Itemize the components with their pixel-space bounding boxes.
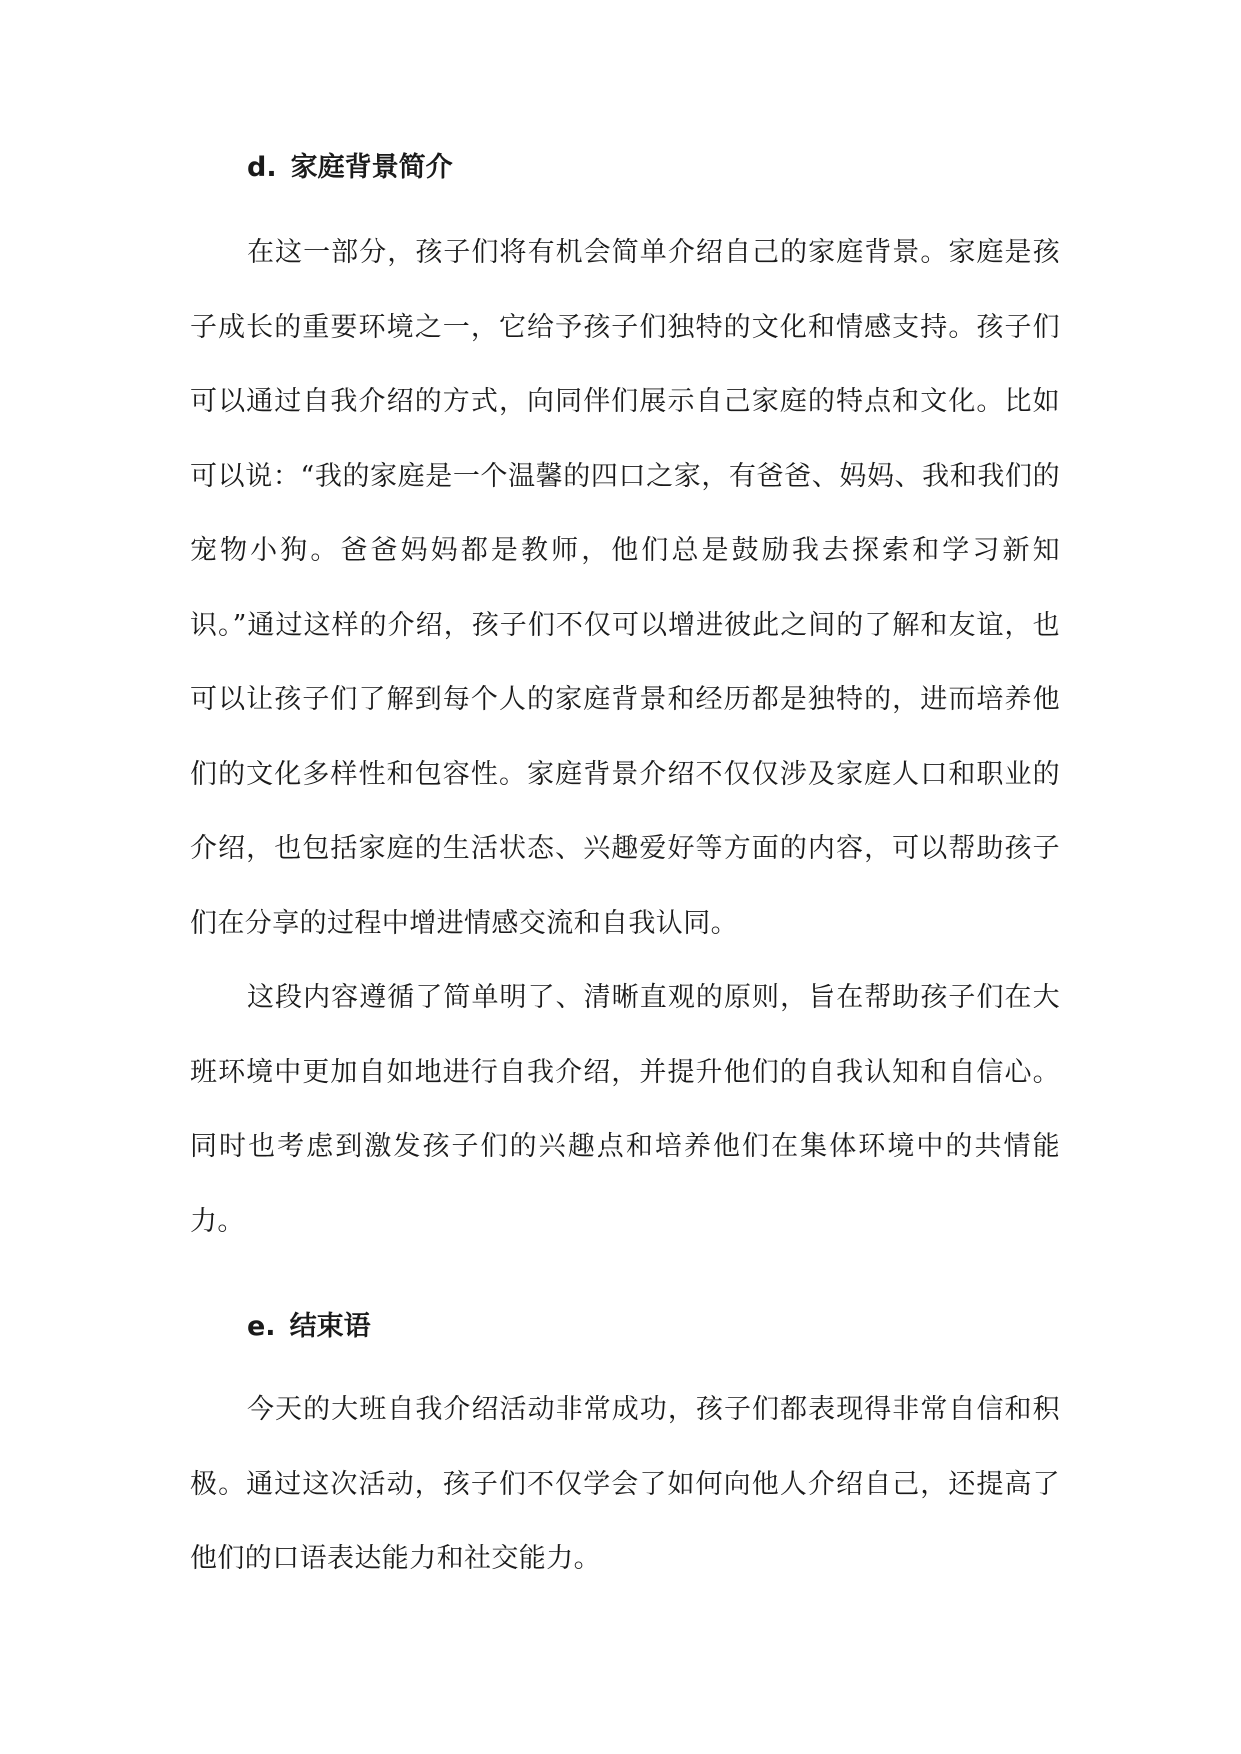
paragraph: 在这一部分，孩子们将有机会简单介绍自己的家庭背景。家庭是孩子成长的重要环境之一，它给予孩子们独特的文化和情感支持。孩子们可以通过自我介绍的方式，向同伴们展示自己家庭的特点和文化。比如可以说：“我的家庭是一个温馨的四口之家，有爸爸、妈妈、我和我们的宠物小狗。爸爸妈妈都是教师，他们总是鼓励我去探索和学习新知识。”通过这样的介绍，孩子们不仅可以增进彼此之间的了解和友谊，也可以让孩子们了解到每个人的家庭背景和经历都是独特的，进而培养他们的文化多样性和包容性。家庭背景介绍不仅仅涉及家庭人口和职业的介绍，也包括家庭的生活状态、兴趣爱好等方面的内容，可以帮助孩子们在分享的过程中增进情感交流和自我认同。	[190, 237, 1060, 939]
section-heading-e	[190, 1297, 1060, 1357]
section-title: 家庭背景简介	[290, 152, 453, 183]
spacer	[190, 1259, 1060, 1297]
section-marker: e.	[247, 1311, 276, 1342]
section-marker: d.	[247, 152, 277, 183]
section-heading-d	[190, 138, 1060, 198]
paragraph: 今天的大班自我介绍活动非常成功，孩子们都表现得非常自信和积极。通过这次活动，孩子们不仅学会了如何向他人介绍自己，还提高了他们的口语表达能力和社交能力。	[190, 1394, 1060, 1574]
spacer	[190, 198, 1060, 216]
paragraph: 这段内容遵循了简单明了、清晰直观的原则，旨在帮助孩子们在大班环境中更加自如地进行自我介绍，并提升他们的自我认知和自信心。同时也考虑到激发孩子们的兴趣点和培养他们在集体环境中的共情能力。	[190, 982, 1060, 1237]
spacer	[190, 1357, 1060, 1373]
section-title: 结束语	[289, 1311, 371, 1342]
document-body	[190, 138, 1060, 1597]
